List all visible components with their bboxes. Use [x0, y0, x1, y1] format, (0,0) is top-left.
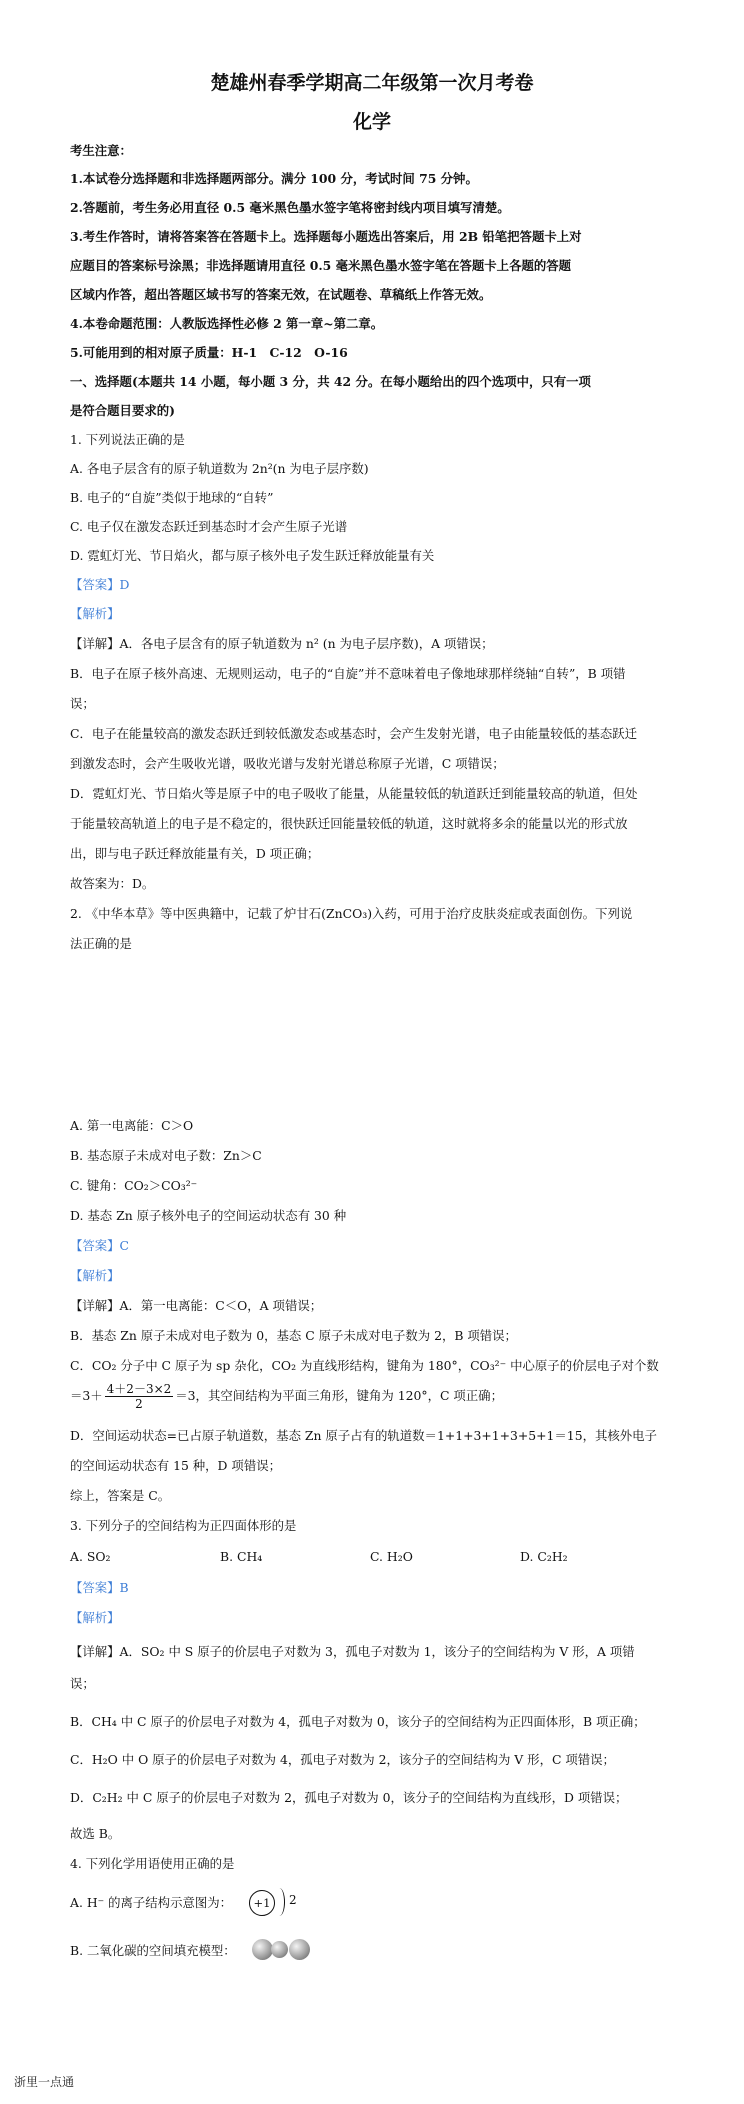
question-stem: 法正确的是: [70, 936, 132, 951]
oxygen-atom: [289, 1939, 310, 1960]
exam-title: 楚雄州春季学期高二年级第一次月考卷: [210, 72, 534, 94]
electron-shell-arc: [274, 1888, 285, 1916]
notice-item: 1.本试卷分选择题和非选择题两部分。满分 100 分，考试时间 75 分钟。: [70, 171, 478, 186]
subject-title: 化学: [352, 111, 391, 133]
notice-item: 5.可能用到的相对原子质量：H-1 C-12 O-16: [70, 345, 348, 360]
explanation-line: C．H₂O 中 O 原子的价层电子对数为 4，孤电子对数为 2，该分子的空间结构为 V 形，C 项错误；: [70, 1752, 615, 1767]
analysis-label: 【解析】: [70, 1610, 120, 1625]
explanation-line: D．空间运动状态=已占原子轨道数，基态 Zn 原子占有的轨道数＝1+1+3+1+3+5+1＝15，其核外电子: [70, 1428, 657, 1443]
explanation-formula-line: [70, 1382, 503, 1411]
explanation-line: 于能量较高轨道上的电子是不稳定的，很快跃迁回能量较低的轨道，这时就将多余的能量以光的形式放: [70, 816, 628, 831]
carbon-atom: [271, 1941, 288, 1958]
explanation-line: 误；: [70, 1676, 95, 1691]
explanation-line: C．CO₂ 分子中 C 原子为 sp 杂化，CO₂ 为直线形结构，键角为 180°，CO₃²⁻ 中心原子的价层电子对个数: [70, 1358, 659, 1373]
nucleus-circle: +1: [249, 1890, 275, 1916]
analysis-label: 【解析】: [70, 1268, 120, 1283]
option-a: A. 各电子层含有的原子轨道数为 2n²(n 为电子层序数): [70, 461, 369, 476]
answer-label: 【答案】D: [70, 577, 130, 592]
fraction: [105, 1382, 174, 1411]
answer-label: 【答案】B: [70, 1580, 129, 1595]
option-a: A. SO₂: [70, 1549, 111, 1564]
explanation-line: 故答案为：D。: [70, 876, 155, 891]
analysis-label: 【解析】: [70, 606, 120, 621]
notice-heading: 考生注意：: [70, 143, 132, 158]
option-a: A. H⁻ 的离子结构示意图为：: [70, 1895, 233, 1910]
explanation-line: 出，即与电子跃迁释放能量有关，D 项正确；: [70, 846, 320, 861]
section-heading: 一、选择题(本题共 14 小题，每小题 3 分，共 42 分。在每小题给出的四个选项中，只有一项: [70, 374, 591, 389]
section-heading: 是符合题目要求的): [70, 403, 175, 418]
option-d: D. 基态 Zn 原子核外电子的空间运动状态有 30 种: [70, 1208, 347, 1223]
shell-electron-count: 2: [289, 1893, 297, 1907]
explanation-line: B．CH₄ 中 C 原子的价层电子对数为 4，孤电子对数为 0，该分子的空间结构为正四面体形，B 项正确；: [70, 1714, 646, 1729]
option-b: B. 二氧化碳的空间填充模型：: [70, 1943, 236, 1958]
option-b: B. CH₄: [220, 1549, 263, 1564]
explanation-line: 故选 B。: [70, 1826, 121, 1841]
question-stem: 2. 《中华本草》等中医典籍中，记载了炉甘石(ZnCO₃)入药，可用于治疗皮肤炎症或表面创伤。下列说: [70, 906, 633, 921]
question-stem: 3. 下列分子的空间结构为正四面体形的是: [70, 1518, 297, 1533]
oxygen-atom: [252, 1939, 273, 1960]
explanation-line: D．C₂H₂ 中 C 原子的价层电子对数为 2，孤电子对数为 0，该分子的空间结构为直线形，D 项错误；: [70, 1790, 628, 1805]
formula-suffix: ＝3，其空间结构为平面三角形，键角为 120°，C 项正确；: [175, 1388, 503, 1403]
answer-label: 【答案】C: [70, 1238, 130, 1253]
explanation-line: 综上，答案是 C。: [70, 1488, 171, 1503]
fraction-denominator: 2: [135, 1397, 143, 1411]
option-d: D. C₂H₂: [520, 1549, 568, 1564]
options-row: [70, 1549, 568, 1565]
option-c: C. 电子仅在激发态跃迁到基态时才会产生原子光谱: [70, 519, 348, 534]
notice-item: 区域内作答，超出答题区域书写的答案无效，在试题卷、草稿纸上作答无效。: [70, 287, 492, 302]
notice-item: 应题目的答案标号涂黑；非选择题请用直径 0.5 毫米黑色墨水签字笔在答题卡上各题的答题: [70, 258, 572, 273]
notice-item: 2.答题前，考生务必用直径 0.5 毫米黑色墨水签字笔将密封线内项目填写清楚。: [70, 200, 510, 215]
explanation-line: 【详解】A．SO₂ 中 S 原子的价层电子对数为 3，孤电子对数为 1，该分子的空间结构为 V 形，A 项错: [70, 1644, 635, 1659]
explanation-line: 到激发态时，会产生吸收光谱，吸收光谱与发射光谱总称原子光谱，C 项错误；: [70, 756, 505, 771]
explanation-line: 【详解】A．第一电离能：C＜O，A 项错误；: [70, 1298, 323, 1313]
option-c: C. H₂O: [370, 1549, 413, 1564]
explanation-line: B．电子在原子核外高速、无规则运动，电子的“自旋”并不意味着电子像地球那样绕轴“自转”，B 项错: [70, 666, 626, 681]
option-b: B. 电子的“自旋”类似于地球的“自转”: [70, 490, 274, 505]
formula-prefix: ＝3＋: [70, 1388, 103, 1403]
question-stem: 4. 下列化学用语使用正确的是: [70, 1856, 235, 1871]
option-b: B. 基态原子未成对电子数：Zn＞C: [70, 1148, 262, 1163]
footer-watermark: 浙里一点通: [14, 2075, 75, 2089]
explanation-line: 误；: [70, 696, 95, 711]
question-stem: 1. 下列说法正确的是: [70, 432, 185, 447]
explanation-line: 的空间运动状态有 15 种，D 项错误；: [70, 1458, 281, 1473]
explanation-line: B．基态 Zn 原子未成对电子数为 0，基态 C 原子未成对电子数为 2，B 项错误；: [70, 1328, 517, 1343]
explanation-line: C．电子在能量较高的激发态跃迁到较低激发态或基态时，会产生发射光谱，电子由能量较低的基态跃迁: [70, 726, 638, 741]
fraction-numerator: 4＋2－3×2: [106, 1382, 172, 1396]
option-d: D. 霓虹灯光、节日焰火，都与原子核外电子发生跃迁释放能量有关: [70, 548, 435, 563]
explanation-line: D．霓虹灯光、节日焰火等是原子中的电子吸收了能量，从能量较低的轨道跃迁到能量较高的轨道，但处: [70, 786, 638, 801]
notice-item: 4.本卷命题范围：人教版选择性必修 2 第一章~第二章。: [70, 316, 384, 331]
explanation-line: 【详解】A．各电子层含有的原子轨道数为 n² (n 为电子层序数)，A 项错误；: [70, 636, 494, 651]
notice-item: 3.考生作答时，请将答案答在答题卡上。选择题每小题选出答案后，用 2B 铅笔把答题卡上对: [70, 229, 582, 244]
option-c: C. 键角：CO₂＞CO₃²⁻: [70, 1178, 198, 1193]
option-a: A. 第一电离能：C＞O: [70, 1118, 194, 1133]
